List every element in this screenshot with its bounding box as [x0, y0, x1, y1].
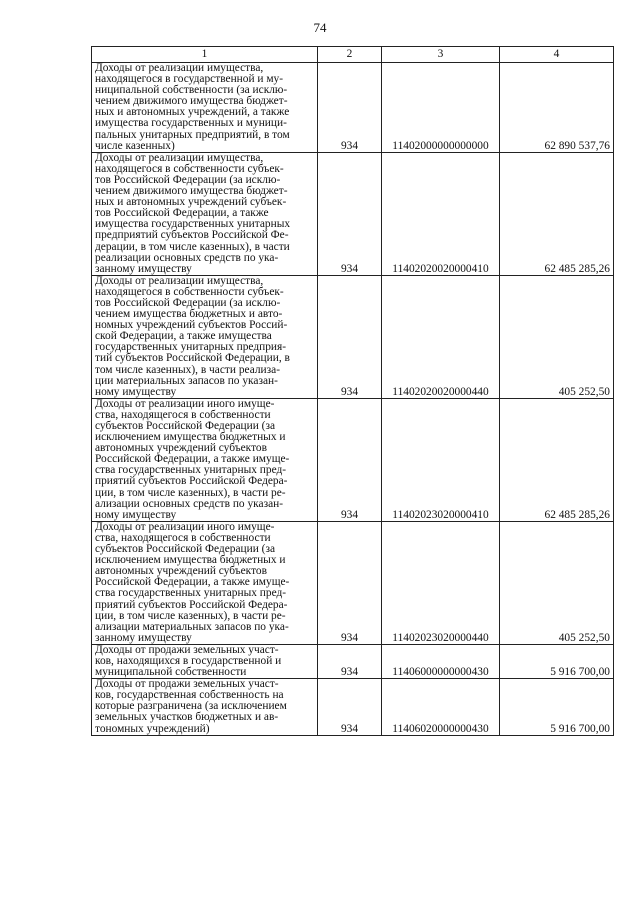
row-budget-code: 11402000000000000: [382, 63, 500, 153]
row-amount: 5 916 700,00: [500, 644, 614, 678]
revenue-table: [91, 46, 614, 736]
row-admin-code: 934: [318, 275, 382, 398]
table-row: [92, 679, 614, 735]
row-admin-code: 934: [318, 644, 382, 678]
row-amount: 405 252,50: [500, 521, 614, 644]
header-col-1: 1: [92, 47, 318, 63]
row-amount: 5 916 700,00: [500, 679, 614, 735]
row-amount: 62 890 537,76: [500, 63, 614, 153]
table-row: [92, 521, 614, 644]
row-budget-code: 11406020000000430: [382, 679, 500, 735]
row-name: Доходы от реализации имущества, находящегося в собственности субъек- тов Российской Федерации (за исклю- чением имущества бюджетных и авто- номных учреждений субъектов Россий- ской Федерации, а также имущества государственных унитарных предприя- тий субъектов Российской Федерации, в том числе казенных), в части реализа- ции материальных запасов по указан- ному имуществу: [92, 275, 318, 398]
header-col-4: 4: [500, 47, 614, 63]
header-col-2: 2: [318, 47, 382, 63]
row-name: Доходы от реализации имущества, находящегося в собственности субъек- тов Российской Федерации (за исклю- чением движимого имущества бюджет- ных и автономных учреждений субъек- тов Российской Федерации, а также имущества государственных унитарных предприятий субъектов Российской Фе- дерации, в том числе казенных), в части реализации основных средств по ука- занному имуществу: [92, 152, 318, 275]
row-name: Доходы от реализации иного имуще- ства, находящегося в собственности субъектов Российской Федерации (за исключением имущества бюджетных и автономных учреждений субъектов Российской Федерации, а также имуще- ства государственных унитарных пред- приятий субъектов Российской Федера- ции, в том числе казенных), в части ре- ализации основных средств по указан- ному имуществу: [92, 398, 318, 521]
row-name: Доходы от реализации имущества, находящегося в государственной и му- ниципальной собственности (за исклю- чением движимого имущества бюджет- ных и автономных учреждений, а также имущества государственных и муници- пальных унитарных предприятий, в том числе казенных): [92, 63, 318, 153]
row-name: Доходы от продажи земельных участ- ков, государственная собственность на которые разграничена (за исключением земельных участков бюджетных и ав- тономных учреждений): [92, 679, 318, 735]
row-budget-code: 11402023020000440: [382, 521, 500, 644]
row-admin-code: 934: [318, 152, 382, 275]
row-budget-code: 11402023020000410: [382, 398, 500, 521]
page-number: 74: [313, 20, 327, 35]
row-admin-code: 934: [318, 679, 382, 735]
row-name: Доходы от реализации иного имуще- ства, находящегося в собственности субъектов Российской Федерации (за исключением имущества бюджетных и автономных учреждений субъектов Российской Федерации, а также имуще- ства государственных унитарных пред- приятий субъектов Российской Федера- ции, в том числе казенных), в части ре- ализации материальных запасов по ука- занному имуществу: [92, 521, 318, 644]
header-col-3: 3: [382, 47, 500, 63]
row-name: Доходы от продажи земельных участ- ков, находящихся в государственной и муниципальной собственности: [92, 644, 318, 678]
table-row: [92, 398, 614, 521]
header-row: [92, 47, 614, 63]
table-row: [92, 644, 614, 678]
row-admin-code: 934: [318, 63, 382, 153]
row-amount: 62 485 285,26: [500, 152, 614, 275]
table-row: [92, 63, 614, 153]
row-budget-code: 11402020020000410: [382, 152, 500, 275]
row-admin-code: 934: [318, 398, 382, 521]
row-budget-code: 11406000000000430: [382, 644, 500, 678]
row-amount: 405 252,50: [500, 275, 614, 398]
table-row: [92, 275, 614, 398]
table-row: [92, 152, 614, 275]
row-budget-code: 11402020020000440: [382, 275, 500, 398]
row-admin-code: 934: [318, 521, 382, 644]
row-amount: 62 485 285,26: [500, 398, 614, 521]
